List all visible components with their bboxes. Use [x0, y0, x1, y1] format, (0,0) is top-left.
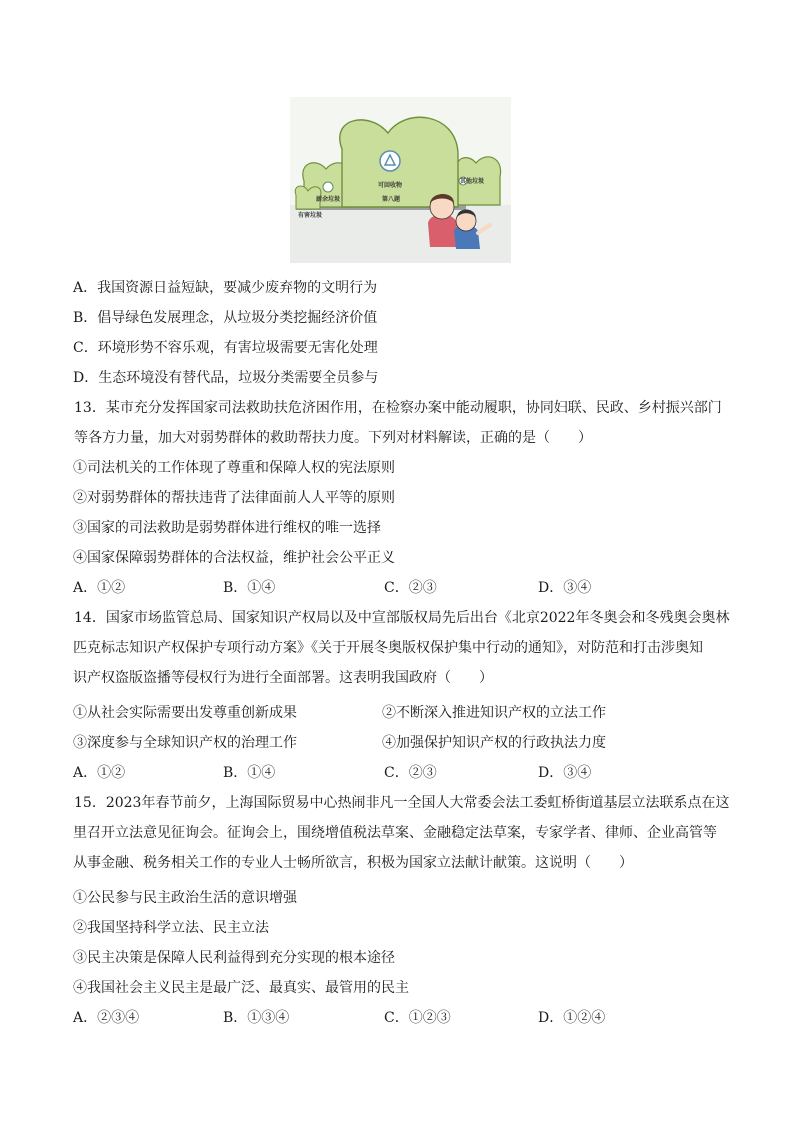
- q13-choice-d: D．③④: [538, 580, 592, 596]
- q13-statement-3: ③国家的司法救助是弱势群体进行维权的唯一选择: [73, 520, 381, 536]
- q14-statement-1: ①从社会实际需要出发尊重创新成果: [73, 705, 297, 721]
- q13-statement-2: ②对弱势群体的帮扶违背了法律面前人人平等的原则: [73, 490, 395, 506]
- q13-choice-c: C．②③: [384, 580, 437, 596]
- sign-left-label: 厨余垃圾: [316, 196, 341, 203]
- q15-statement-2: ②我国坚持科学立法、民主立法: [73, 920, 269, 936]
- sign-right-label: 其他垃圾: [460, 178, 485, 185]
- small-bin-icon-left: [323, 182, 333, 192]
- q15-statement-3: ③民主决策是保障人民利益得到充分实现的根本途径: [73, 950, 395, 966]
- q15-statement-1: ①公民参与民主政治生活的意识增强: [73, 890, 297, 906]
- sign-bottom-left-label: 有害垃圾: [298, 212, 323, 219]
- q14-statement-3: ③深度参与全球知识产权的治理工作: [73, 735, 297, 751]
- q15-stem-line1: 15．2023年春节前夕，上海国际贸易中心热闹非凡一全国人大常委会法工委虹桥街道基层立法联系点在这: [74, 795, 730, 811]
- q15-stem-line2: 里召开立法意见征询会。征询会上，围绕增值税法草案、金融稳定法草案，专家学者、律师、企业高管等: [73, 825, 717, 841]
- garbage-sorting-illustration: [290, 97, 511, 263]
- q15-stem-line3: 从事金融、税务相关工作的专业人士畅所欲言，积极为国家立法献计献策。这说明（ ）: [73, 855, 633, 871]
- q14-statement-4: ④加强保护知识产权的行政执法力度: [382, 735, 606, 751]
- q12-option-c: C．环境形势不容乐观，有害垃圾需要无害化处理: [73, 340, 378, 356]
- q14-choice-b: B．①④: [223, 765, 276, 781]
- q12-option-a: A．我国资源日益短缺，要减少废弃物的文明行为: [73, 280, 378, 296]
- q14-choice-a: A．①②: [73, 765, 126, 781]
- q13-stem-line1: 13．某市充分发挥国家司法救助扶危济困作用，在检察办案中能动履职，协同妇联、民政、乡村振兴部门: [74, 400, 722, 416]
- q13-stem-line2: 等各方力量，加大对弱势群体的救助帮扶力度。下列对材料解读，正确的是（ ）: [74, 430, 592, 446]
- q12-option-d: D．生态环境没有替代品，垃圾分类需要全员参与: [73, 370, 379, 386]
- q15-choice-a: A．②③④: [73, 1010, 140, 1026]
- q15-choice-b: B．①③④: [223, 1010, 290, 1026]
- sign-center-line2: 第八题: [382, 196, 401, 203]
- illustration-svg: [290, 97, 511, 263]
- q14-stem-line3: 识产权盗版盗播等侵权行为进行全面部署。这表明我国政府（ ）: [73, 670, 493, 686]
- q13-statement-1: ①司法机关的工作体现了尊重和保障人权的宪法原则: [73, 460, 395, 476]
- q14-choice-c: C．②③: [384, 765, 437, 781]
- q13-statement-4: ④国家保障弱势群体的合法权益，维护社会公平正义: [73, 550, 395, 566]
- q13-choice-b: B．①④: [223, 580, 276, 596]
- q14-statement-2: ②不断深入推进知识产权的立法工作: [382, 705, 606, 721]
- q14-choice-d: D．③④: [538, 765, 592, 781]
- q14-stem-line2: 匹克标志知识产权保护专项行动方案》《关于开展冬奥版权保护集中行动的通知》，对防范和打击涉奥知: [73, 640, 703, 656]
- q12-option-b: B．倡导绿色发展理念，从垃圾分类挖掘经济价值: [73, 310, 378, 326]
- q15-choice-c: C．①②③: [384, 1010, 451, 1026]
- q15-statement-4: ④我国社会主义民主是最广泛、最真实、最管用的民主: [73, 980, 409, 996]
- sign-center-line1: 可回收物: [378, 182, 403, 189]
- q13-choice-a: A．①②: [73, 580, 126, 596]
- q14-stem-line1: 14．国家市场监管总局、国家知识产权局以及中宣部版权局先后出台《北京2022年冬奥会和冬残奥会奥林: [74, 610, 730, 626]
- q15-choice-d: D．①②④: [538, 1010, 606, 1026]
